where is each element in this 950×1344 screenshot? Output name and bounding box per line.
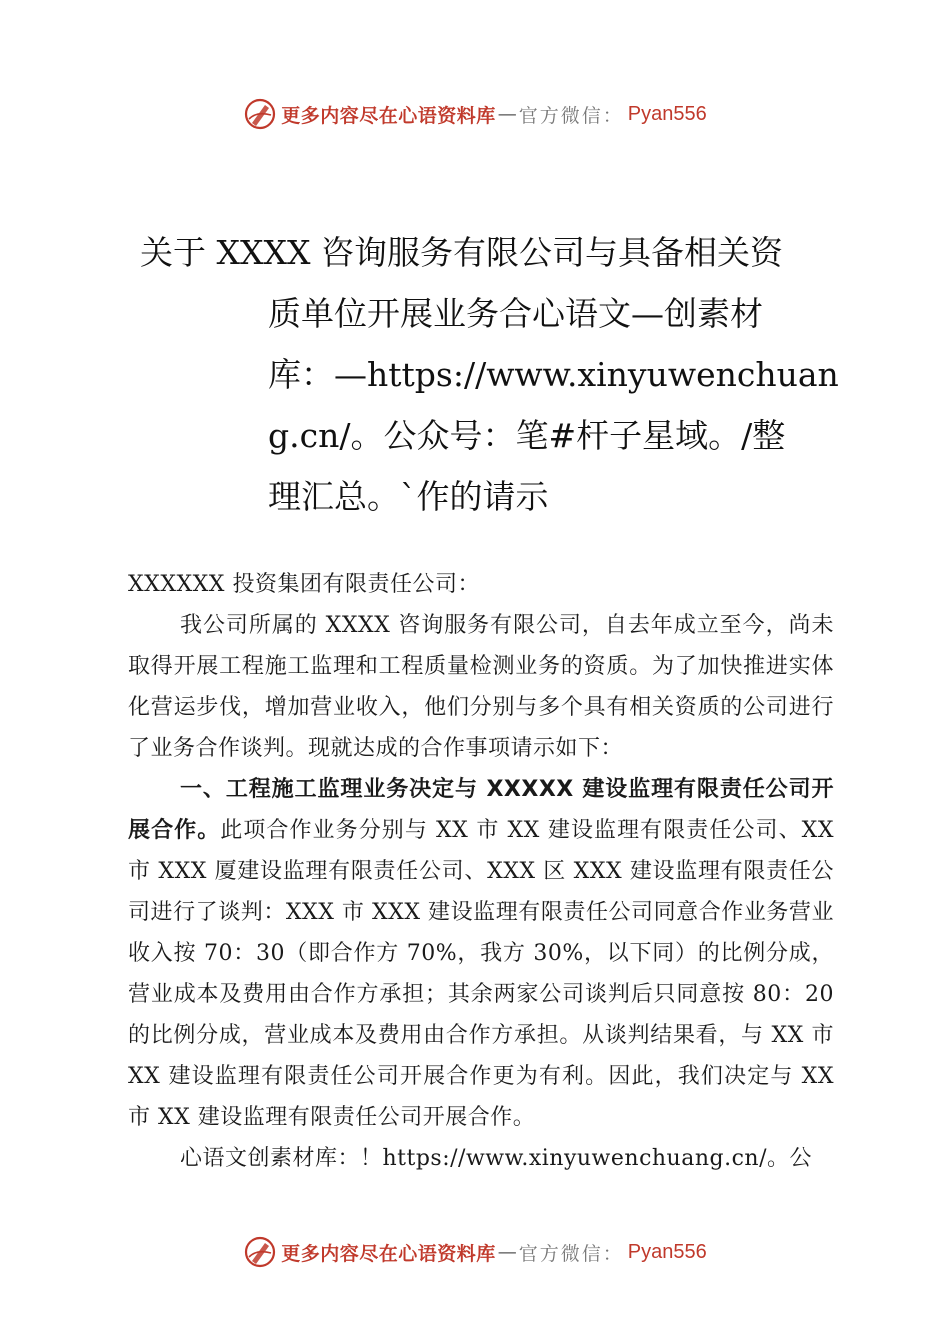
paragraph-source: 心语文创素材库：！https://www.xinyuwenchuang.cn/。公 [180,1146,812,1171]
banner-wechat-id: Pyan556 [627,102,707,125]
document-body [128,564,834,1179]
header-banner [0,94,950,134]
title-line: 理汇总。`作的请示 [268,477,549,516]
banner-brand: 更多内容尽在心语资料库 [281,104,496,127]
banner-wechat-label: 官方微信： [518,1242,624,1265]
footer-banner [0,1232,950,1272]
addressee: XXXXXX 投资集团有限责任公司： [128,572,480,597]
banner-wechat-label: 官方微信： [518,104,624,127]
banner-brand: 更多内容尽在心语资料库 [281,1242,496,1265]
title-line: g.cn/。公众号：笔#杆子星域。/整 [268,416,786,455]
section-heading: 一、工程施工监理业务决定与 XXXXX 建设监理有限责任公司开展合作。 [128,777,834,843]
paragraph-intro: 我公司所属的 XXXX 咨询服务有限公司，自去年成立至今，尚未取得开展工程施工监理和工程质量检测业务的资质。为了加快推进实体化营运步伐，增加营业收入，他们分别与多个具有相关资质的公司进行了业务合作谈判。现就达成的合作事项请示如下： [128,613,834,761]
title-line: 质单位开展业务合心语文—创素材 [268,294,763,333]
document-title [140,222,839,527]
banner-separator: — [497,1241,517,1263]
title-line: 关于 XXXX 咨询服务有限公司与具备相关资 [140,233,783,272]
title-line: 库：—https://www.xinyuwenchuan [268,355,839,394]
pen-logo-icon [243,97,277,131]
banner-separator: — [497,103,517,125]
paragraph-supervision [128,769,834,1138]
banner-wechat-id: Pyan556 [627,1240,707,1263]
section-body: 此项合作业务分别与 XX 市 XX 建设监理有限责任公司、XX 市 XXX 厦建设监理有限责任公司、XXX 区 XXX 建设监理有限责任公司进行了谈判：XXX 市 XXX 建设监理有限责任公司同意合作业务营业收入按 70：30（即合作方 70%，我方 30%，以下同）的比例分成，营业成本及费用由合作方承担；其余两家公司谈判后只同意按 80：20 的比例分成，营业成本及费用由合作方承担。从谈判结果看，与 XX 市 XX 建设监理有限责任公司开展合作更为有利。因此，我们决定与 XX 市 XX 建设监理有限责任公司开展合作。 [128,818,834,1130]
pen-logo-icon [243,1235,277,1269]
